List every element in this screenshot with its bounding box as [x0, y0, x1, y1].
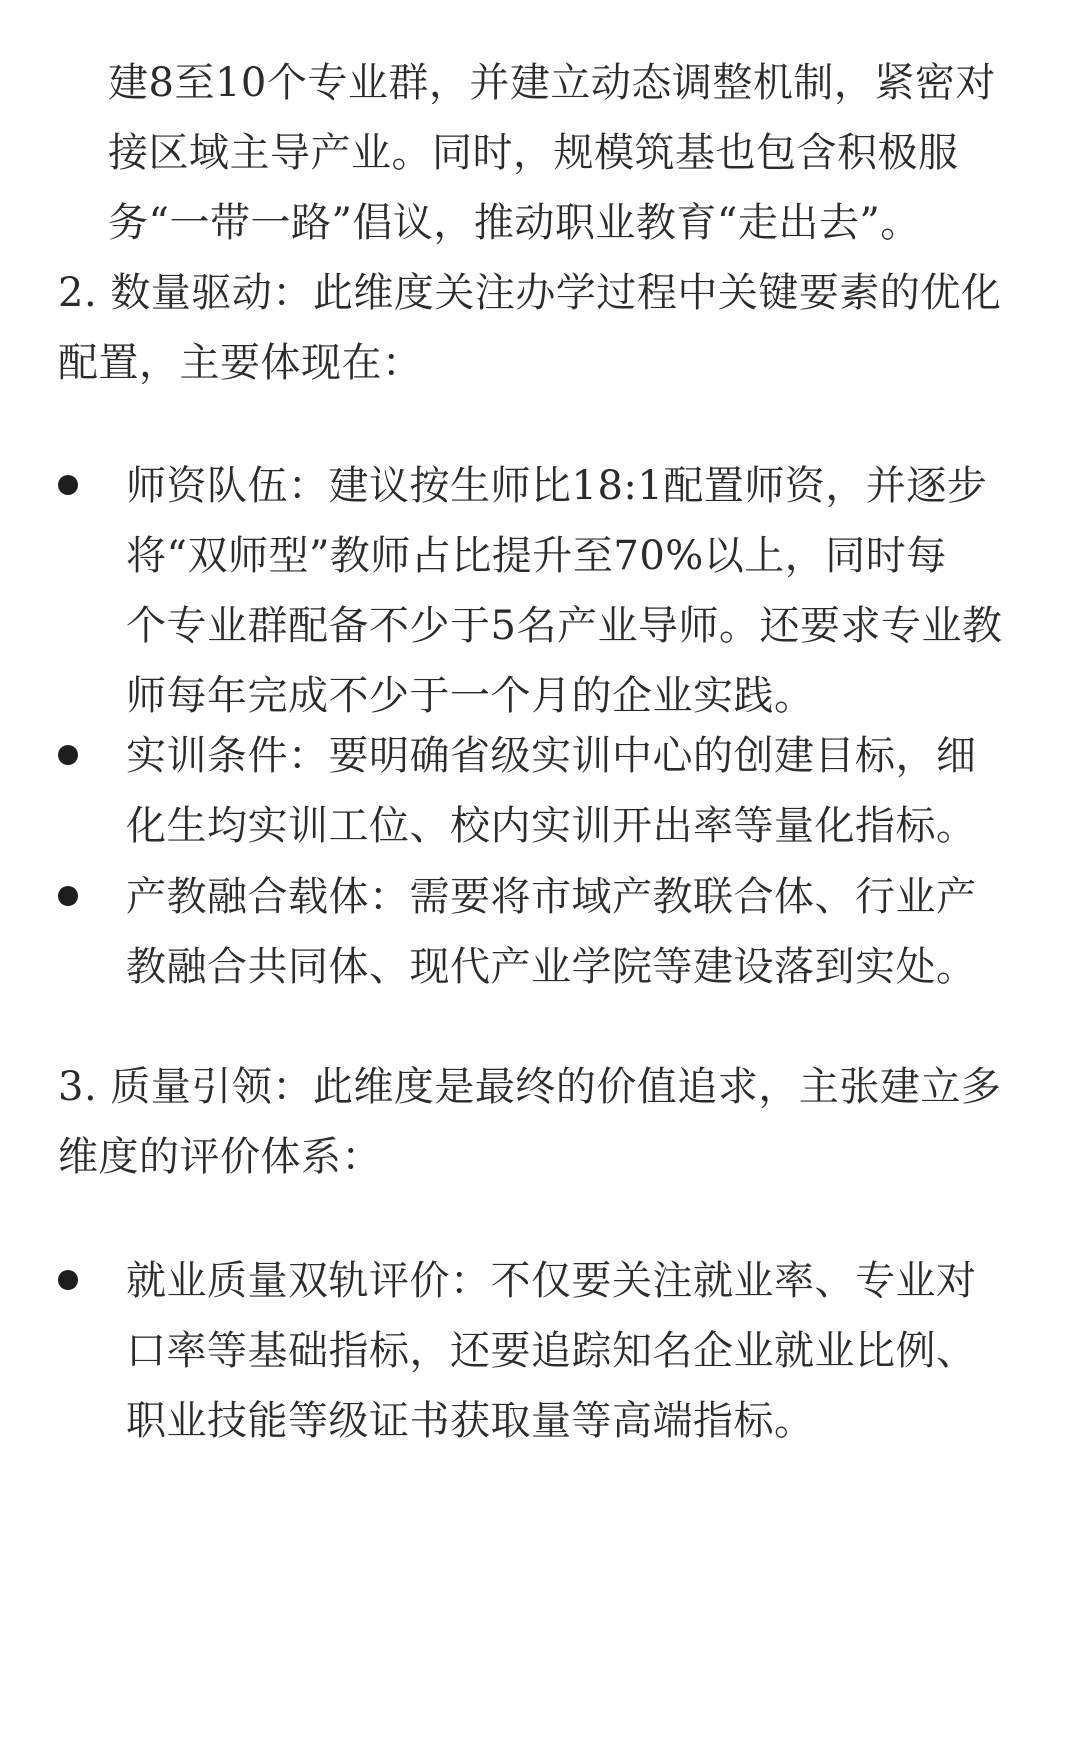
intro-paragraph: 建8至10个专业群，并建立动态调整机制，紧密对 接区域主导产业。同时，规模筑基也包含积极服 务“一带一路”倡议，推动职业教育“走出去”。	[108, 60, 996, 246]
bullet-dot	[58, 745, 78, 765]
bullet-text: 实训条件：要明确省级实训中心的创建目标，细 化生均实训工位、校内实训开出率等量化指标。	[126, 733, 977, 849]
bullet-dot	[58, 1270, 78, 1290]
section-2-heading: 2. 数量驱动：此维度关注办学过程中关键要素的优化 配置，主要体现在：	[58, 270, 1002, 386]
bullet-text: 就业质量双轨评价：不仅要关注就业率、专业对 口率等基础指标，还要追踪知名企业就业比例、 职业技能等级证书获取量等高端指标。	[126, 1258, 977, 1444]
bullet-dot	[58, 475, 78, 495]
bullet-dot	[58, 886, 78, 906]
bullet-text: 师资队伍：建议按生师比18:1配置师资，并逐步 将“双师型”教师占比提升至70%以上，同时每 个专业群配备不少于5名产业导师。还要求专业教 师每年完成不少于一个月的企业实践。	[126, 463, 1003, 719]
section-3-heading: 3. 质量引领：此维度是最终的价值追求，主张建立多 维度的评价体系：	[58, 1064, 1002, 1180]
bullet-text: 产教融合载体：需要将市域产教联合体、行业产 教融合共同体、现代产业学院等建设落到实处。	[126, 874, 977, 990]
